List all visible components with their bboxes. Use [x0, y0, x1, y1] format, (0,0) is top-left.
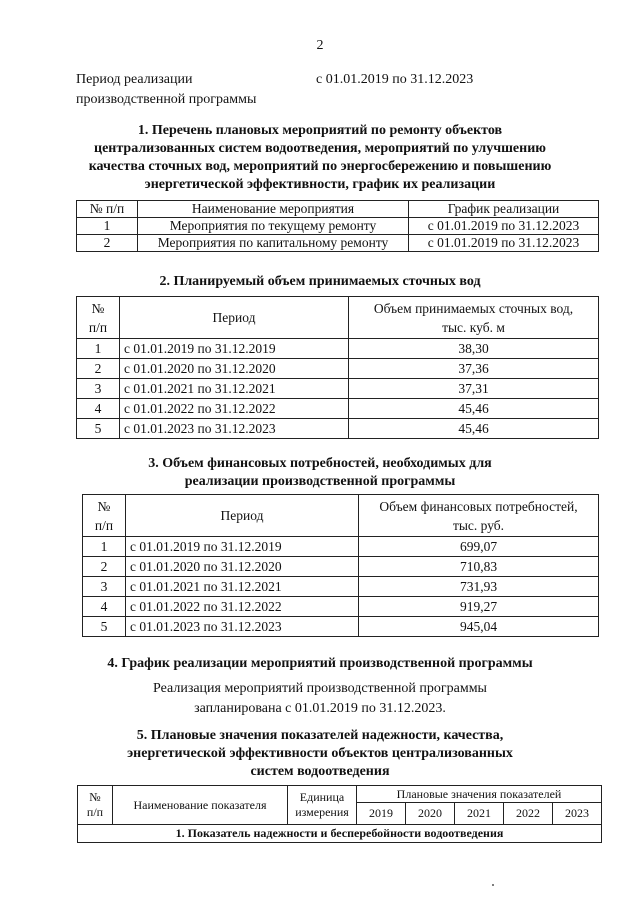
row-volume: 37,31	[349, 379, 599, 399]
row-period: с 01.01.2020 по 31.12.2020	[120, 359, 349, 379]
header-num-line2: п/п	[88, 319, 108, 335]
section3-title	[0, 455, 640, 491]
header-volume-line2: тыс. куб. м	[442, 319, 505, 335]
header-schedule: График реализации	[409, 201, 599, 218]
table-row	[77, 339, 599, 359]
header-num-line1: №	[89, 790, 101, 804]
row-num: 1	[77, 339, 120, 359]
header-planned-values: Плановые значения показателей	[357, 786, 602, 803]
row-volume: 45,46	[349, 419, 599, 439]
row-financial: 710,83	[359, 557, 599, 577]
section1-title-line: 1. Перечень плановых мероприятий по ремонту объектов	[137, 123, 503, 138]
table-row	[83, 617, 599, 637]
table-row	[83, 557, 599, 577]
header-num	[77, 297, 120, 339]
header-unit-line2: измерения	[295, 805, 349, 819]
table-header-row	[83, 495, 599, 537]
row-period: с 01.01.2023 по 31.12.2023	[126, 617, 359, 637]
row-period: с 01.01.2021 по 31.12.2021	[126, 577, 359, 597]
header-num-line2: п/п	[94, 517, 114, 533]
header-num	[83, 495, 126, 537]
row-period: с 01.01.2019 по 31.12.2019	[126, 537, 359, 557]
header-year: 2019	[357, 803, 406, 825]
row-volume: 37,36	[349, 359, 599, 379]
table-row	[77, 235, 599, 252]
activities-table	[76, 200, 599, 252]
header-num-line1: №	[97, 498, 111, 514]
table-row	[77, 379, 599, 399]
section1-title-line: централизованных систем водоотведения, мероприятий по улучшению	[94, 141, 546, 156]
header-activity-name: Наименование мероприятия	[138, 201, 409, 218]
header-volume	[349, 297, 599, 339]
header-num	[78, 786, 113, 825]
section4-text	[0, 679, 640, 719]
section5-title-line: 5. Плановые значения показателей надежности, качества,	[136, 728, 504, 743]
header-indicator-name: Наименование показателя	[113, 786, 288, 825]
section1-title-line: энергетической эффективности, график их реализации	[144, 177, 496, 192]
section4-text-line1: Реализация мероприятий производственной программы	[153, 681, 487, 696]
row-period: с 01.01.2022 по 31.12.2022	[120, 399, 349, 419]
table-row	[77, 399, 599, 419]
wastewater-volume-table	[76, 296, 599, 439]
header-financial-line1: Объем финансовых потребностей,	[379, 498, 578, 514]
row-period: с 01.01.2023 по 31.12.2023	[120, 419, 349, 439]
section3-title-line1: 3. Объем финансовых потребностей, необходимых для	[148, 456, 492, 471]
section2-title: 2. Планируемый объем принимаемых сточных вод	[159, 274, 481, 289]
row-financial: 731,93	[359, 577, 599, 597]
row-num: 2	[77, 235, 138, 252]
row-activity-name: Мероприятия по капитальному ремонту	[138, 235, 409, 252]
row-num: 3	[83, 577, 126, 597]
period-value: с 01.01.2019 по 31.12.2023	[316, 72, 474, 87]
table-row	[83, 537, 599, 557]
section3-title-line2: реализации производственной программы	[184, 474, 456, 489]
header-year: 2022	[503, 803, 552, 825]
table-header-row	[77, 201, 599, 218]
section1-title-line: качества сточных вод, мероприятий по энергосбережению и повышению	[88, 159, 552, 174]
row-num: 4	[77, 399, 120, 419]
row-schedule: с 01.01.2019 по 31.12.2023	[409, 235, 599, 252]
financial-needs-table	[82, 494, 599, 637]
row-period: с 01.01.2019 по 31.12.2019	[120, 339, 349, 359]
table-row	[77, 218, 599, 235]
header-volume-line1: Объем принимаемых сточных вод,	[373, 300, 574, 316]
section5-title	[0, 727, 640, 781]
row-num: 5	[77, 419, 120, 439]
section5-title-line: энергетической эффективности объектов централизованных	[127, 746, 513, 761]
row-volume: 45,46	[349, 399, 599, 419]
row-financial: 919,27	[359, 597, 599, 617]
row-financial: 699,07	[359, 537, 599, 557]
row-activity-name: Мероприятия по текущему ремонту	[138, 218, 409, 235]
subsection-title: 1. Показатель надежности и бесперебойности водоотведения	[78, 825, 602, 843]
row-volume: 38,30	[349, 339, 599, 359]
header-num-line2: п/п	[86, 805, 104, 819]
header-num-line1: №	[91, 300, 105, 316]
row-schedule: с 01.01.2019 по 31.12.2023	[409, 218, 599, 235]
period-label-line2: производственной программы	[76, 92, 257, 107]
row-num: 5	[83, 617, 126, 637]
table-row	[83, 577, 599, 597]
row-financial: 945,04	[359, 617, 599, 637]
header-year: 2020	[405, 803, 454, 825]
header-financial-line2: тыс. руб.	[452, 517, 505, 533]
section4-text-line2: запланирована с 01.01.2019 по 31.12.2023.	[194, 701, 446, 716]
row-period: с 01.01.2022 по 31.12.2022	[126, 597, 359, 617]
table-row	[77, 359, 599, 379]
row-num: 1	[77, 218, 138, 235]
header-period: Период	[126, 495, 359, 537]
section1-title	[0, 122, 640, 194]
scan-speck	[492, 884, 494, 886]
row-period: с 01.01.2021 по 31.12.2021	[120, 379, 349, 399]
row-num: 1	[83, 537, 126, 557]
period-label-line1: Период реализации	[76, 72, 193, 87]
header-year: 2021	[454, 803, 503, 825]
header-unit-line1: Единица	[299, 790, 345, 804]
indicators-table	[77, 785, 602, 843]
header-num: № п/п	[77, 201, 138, 218]
period-label	[76, 70, 296, 110]
header-unit	[288, 786, 357, 825]
row-num: 3	[77, 379, 120, 399]
row-period: с 01.01.2020 по 31.12.2020	[126, 557, 359, 577]
table-row	[77, 419, 599, 439]
header-financial	[359, 495, 599, 537]
section5-title-line: систем водоотведения	[250, 764, 390, 779]
row-num: 2	[83, 557, 126, 577]
section4-title: 4. График реализации мероприятий производственной программы	[107, 656, 533, 671]
table-header-row	[77, 297, 599, 339]
table-header-row	[78, 786, 602, 803]
header-period: Период	[120, 297, 349, 339]
page-number: 2	[316, 38, 324, 53]
subsection-row	[78, 825, 602, 843]
table-row	[83, 597, 599, 617]
header-year: 2023	[552, 803, 601, 825]
row-num: 2	[77, 359, 120, 379]
row-num: 4	[83, 597, 126, 617]
